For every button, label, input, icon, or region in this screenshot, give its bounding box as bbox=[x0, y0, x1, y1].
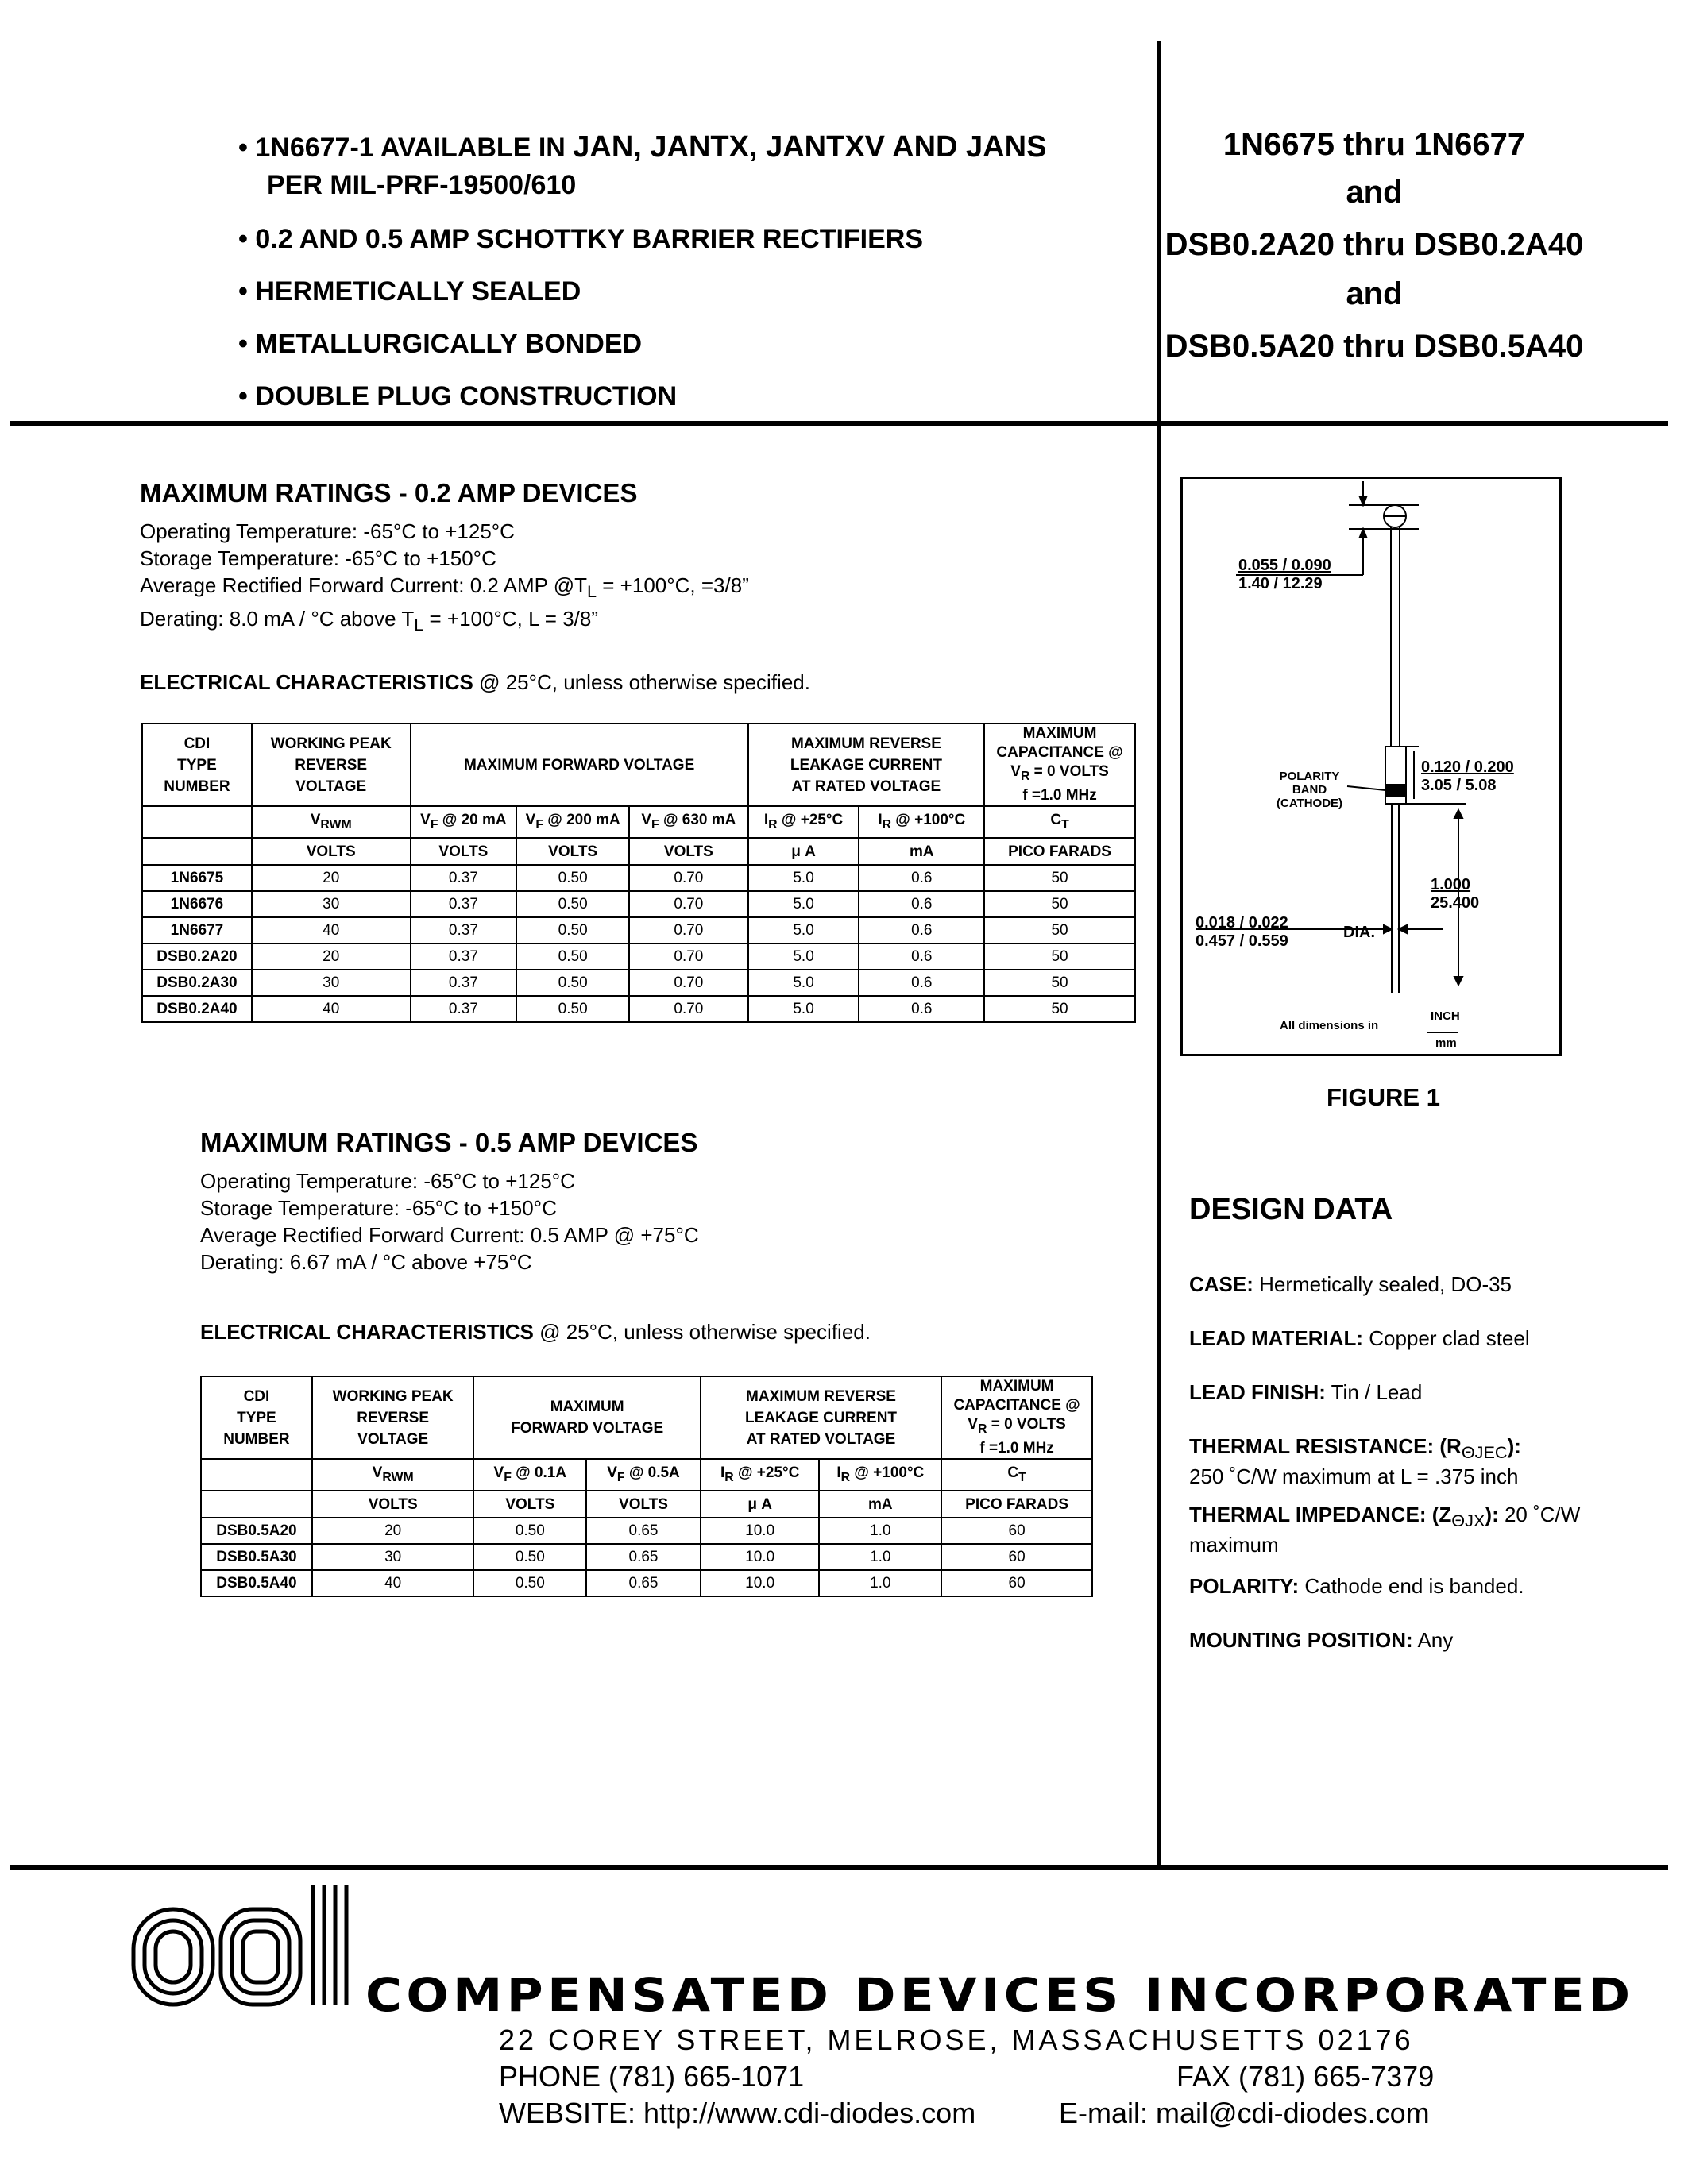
rating-line: Operating Temperature: -65°C to +125°C bbox=[140, 519, 515, 543]
feature-metallurgic bbox=[238, 329, 642, 360]
sym-blank bbox=[142, 806, 252, 838]
company-address: 22 COREY STREET, MELROSE, MASSACHUSETTS 02176 bbox=[499, 2024, 1414, 2056]
cell: 50 bbox=[984, 917, 1135, 943]
rating-line bbox=[140, 605, 749, 639]
cell: 5.0 bbox=[748, 970, 859, 996]
rating-line: Storage Temperature: -65°C to +150°C bbox=[200, 1196, 557, 1220]
cell-type: DSB0.5A40 bbox=[201, 1570, 312, 1596]
rating-text: Average Rectified Forward Current: 0.2 AMP @T bbox=[140, 573, 587, 597]
unit-mm: mm bbox=[1435, 1036, 1457, 1050]
sym-ir25: $I_R$ @ +25°C bbox=[701, 1459, 820, 1491]
table-row bbox=[142, 865, 1135, 891]
table-row bbox=[142, 943, 1135, 970]
ec-rest: @ 25°C, unless otherwise specified. bbox=[533, 1320, 871, 1344]
sym-vf1: $V_F$ @ 20 mA bbox=[411, 806, 517, 838]
col-head-type: CDI TYPE NUMBER bbox=[142, 723, 252, 806]
footer-rule bbox=[10, 1865, 1668, 1870]
rating-text: = +100°C, L = 3/8” bbox=[423, 607, 598, 631]
feature-text: PER MIL-PRF-19500/610 bbox=[267, 170, 577, 200]
title-line: DSB0.2A20 thru DSB0.2A40 bbox=[1165, 227, 1584, 262]
company-email[interactable]: E-mail: mail@cdi-diodes.com bbox=[1059, 2097, 1430, 2129]
company-phone: PHONE (781) 665-1071 bbox=[499, 2060, 805, 2093]
feature-text: • METALLURGICALLY BONDED bbox=[238, 329, 643, 359]
ec-bold: ELECTRICAL CHARACTERISTICS bbox=[200, 1320, 534, 1344]
unit-blank bbox=[201, 1491, 312, 1518]
table-row bbox=[142, 891, 1135, 917]
feature-text: • 0.2 AND 0.5 AMP SCHOTTKY BARRIER RECTIFIERS bbox=[238, 224, 924, 254]
cell: 10.0 bbox=[701, 1570, 820, 1596]
feature-hermetic bbox=[238, 276, 581, 307]
unit-inch: INCH bbox=[1431, 1009, 1460, 1023]
unit-cell: mA bbox=[819, 1491, 941, 1518]
design-lead-finish: LEAD FINISH: Tin / Lead bbox=[1189, 1380, 1423, 1404]
cell: 0.65 bbox=[586, 1544, 701, 1570]
dim-lead-length: 1.000 25.400 bbox=[1431, 876, 1480, 912]
sym-ct: $C_T$ bbox=[984, 806, 1135, 838]
design-case: CASE: Hermetically sealed, DO-35 bbox=[1189, 1272, 1512, 1296]
cell: 60 bbox=[941, 1570, 1092, 1596]
section1-heading: MAXIMUM RATINGS - 0.2 AMP DEVICES bbox=[140, 478, 638, 507]
unit-cell: VOLTS bbox=[473, 1491, 586, 1518]
feature-jan bbox=[238, 130, 1046, 164]
sym-ir100: $I_R$ @ +100°C bbox=[859, 806, 984, 838]
polarity-band-label: POLARITY BAND (CATHODE) bbox=[1277, 770, 1343, 810]
cell: 0.50 bbox=[473, 1544, 586, 1570]
rating-line: Operating Temperature: -65°C to +125°C bbox=[200, 1169, 575, 1193]
col-head-vrwm: WORKING PEAK REVERSE VOLTAGE bbox=[252, 723, 411, 806]
cell: 30 bbox=[252, 970, 411, 996]
cell: 60 bbox=[941, 1544, 1092, 1570]
cell: 20 bbox=[252, 943, 411, 970]
sym-ct: $C_T$ bbox=[941, 1459, 1092, 1491]
col-head-cap: MAXIMUM CAPACITANCE @ $V_R = 0$ VOLTS f =1.0 MHz bbox=[984, 723, 1135, 806]
cell: 0.50 bbox=[516, 943, 629, 970]
dim-lead-end: 0.055 / 0.090 1.40 / 12.29 bbox=[1238, 557, 1331, 592]
company-fax: FAX (781) 665-7379 bbox=[1176, 2060, 1435, 2093]
feature-schottky bbox=[238, 224, 923, 255]
rating-line bbox=[140, 572, 749, 605]
cell-type: 1N6676 bbox=[142, 891, 252, 917]
cell: 5.0 bbox=[748, 996, 859, 1022]
cell: 50 bbox=[984, 865, 1135, 891]
cell: 0.6 bbox=[859, 970, 984, 996]
figure-1 bbox=[1180, 477, 1562, 1056]
cell: 0.70 bbox=[629, 943, 748, 970]
cell: 20 bbox=[312, 1518, 474, 1544]
cell: 20 bbox=[252, 865, 411, 891]
cell: 1.0 bbox=[819, 1544, 941, 1570]
company-name: COMPENSATED DEVICES INCORPORATED bbox=[365, 1968, 1635, 2022]
table-row bbox=[142, 917, 1135, 943]
feature-emph: JAN, JANTX, JANTXV AND JANS bbox=[573, 130, 1047, 164]
cell-type: DSB0.2A30 bbox=[142, 970, 252, 996]
design-mounting: MOUNTING POSITION: Any bbox=[1189, 1628, 1454, 1652]
table-row bbox=[201, 1570, 1092, 1596]
sym-vf2: $V_F$ @ 0.5A bbox=[586, 1459, 701, 1491]
cell: 0.37 bbox=[411, 970, 517, 996]
design-thermal-impedance: THERMAL IMPEDANCE: $(Z_{\Theta JX})$: 20 ˚C/W maximum bbox=[1189, 1503, 1581, 1557]
table-02amp bbox=[141, 723, 1136, 1023]
cell: 0.6 bbox=[859, 891, 984, 917]
table-row bbox=[142, 970, 1135, 996]
cell: 0.65 bbox=[586, 1570, 701, 1596]
cell: 0.6 bbox=[859, 917, 984, 943]
sym-blank bbox=[201, 1459, 312, 1491]
cell: 0.6 bbox=[859, 865, 984, 891]
sym-vrwm: $V_{RWM}$ bbox=[312, 1459, 474, 1491]
cell: 0.70 bbox=[629, 996, 748, 1022]
col-head-cap: MAXIMUM CAPACITANCE @ $V_R = 0$ VOLTS f =1.0 MHz bbox=[941, 1376, 1092, 1459]
rating-line: Derating: 6.67 mA / °C above +75°C bbox=[200, 1250, 532, 1274]
dim-body: 0.120 / 0.200 3.05 / 5.08 bbox=[1421, 758, 1514, 794]
title-line: 1N6675 thru 1N6677 bbox=[1223, 127, 1526, 162]
rating-line: Storage Temperature: -65°C to +150°C bbox=[140, 546, 496, 570]
section2-ec-label bbox=[200, 1320, 871, 1345]
header-rule bbox=[10, 421, 1668, 426]
title-line: and bbox=[1346, 276, 1403, 311]
cell: 50 bbox=[984, 970, 1135, 996]
col-head-vrwm: WORKING PEAK REVERSE VOLTAGE bbox=[312, 1376, 474, 1459]
unit-cell: μ A bbox=[748, 838, 859, 865]
table-row bbox=[142, 996, 1135, 1022]
unit-cell: PICO FARADS bbox=[941, 1491, 1092, 1518]
cell-type: DSB0.5A30 bbox=[201, 1544, 312, 1570]
col-head-ir: MAXIMUM REVERSE LEAKAGE CURRENT AT RATED VOLTAGE bbox=[748, 723, 984, 806]
design-polarity: POLARITY: Cathode end is banded. bbox=[1189, 1574, 1524, 1598]
rating-line: Average Rectified Forward Current: 0.5 AMP @ +75°C bbox=[200, 1223, 699, 1247]
cell: 0.37 bbox=[411, 891, 517, 917]
table-05amp bbox=[200, 1376, 1093, 1597]
sym-vf2: $V_F$ @ 200 mA bbox=[516, 806, 629, 838]
cell: 0.50 bbox=[516, 865, 629, 891]
cell: 10.0 bbox=[701, 1518, 820, 1544]
sym-ir25: $I_R$ @ +25°C bbox=[748, 806, 859, 838]
title-line: and bbox=[1346, 175, 1403, 210]
cell: 0.50 bbox=[516, 996, 629, 1022]
cell: 1.0 bbox=[819, 1570, 941, 1596]
cell: 0.37 bbox=[411, 996, 517, 1022]
table-row bbox=[201, 1544, 1092, 1570]
subscript: L bbox=[414, 615, 424, 635]
cell: 0.6 bbox=[859, 943, 984, 970]
unit-cell: VOLTS bbox=[516, 838, 629, 865]
vertical-divider bbox=[1157, 41, 1161, 1870]
cell: 40 bbox=[312, 1570, 474, 1596]
col-head-vf: MAXIMUM FORWARD VOLTAGE bbox=[411, 723, 748, 806]
figure-caption: FIGURE 1 bbox=[1327, 1083, 1440, 1111]
cell: 0.50 bbox=[473, 1570, 586, 1596]
cell: 0.50 bbox=[516, 970, 629, 996]
cell: 0.70 bbox=[629, 865, 748, 891]
cell: 60 bbox=[941, 1518, 1092, 1544]
unit-cell: VOLTS bbox=[312, 1491, 474, 1518]
cell: 0.6 bbox=[859, 996, 984, 1022]
cell: 0.50 bbox=[516, 917, 629, 943]
unit-cell: VOLTS bbox=[629, 838, 748, 865]
unit-cell: VOLTS bbox=[252, 838, 411, 865]
cell: 50 bbox=[984, 943, 1135, 970]
title-line: DSB0.5A20 thru DSB0.5A40 bbox=[1165, 329, 1584, 364]
unit-blank bbox=[142, 838, 252, 865]
cell: 0.70 bbox=[629, 917, 748, 943]
rating-text: Derating: 8.0 mA / °C above T bbox=[140, 607, 415, 631]
ec-bold: ELECTRICAL CHARACTERISTICS bbox=[140, 670, 473, 694]
company-website[interactable]: WEBSITE: http://www.cdi-diodes.com bbox=[499, 2097, 976, 2129]
sym-vf3: $V_F$ @ 630 mA bbox=[629, 806, 748, 838]
unit-cell: mA bbox=[859, 838, 984, 865]
cell: 50 bbox=[984, 996, 1135, 1022]
dim-lead-dia: 0.018 / 0.022 0.457 / 0.559 bbox=[1196, 914, 1288, 950]
feature-mil bbox=[267, 170, 576, 201]
cell: 0.37 bbox=[411, 943, 517, 970]
cell: 0.70 bbox=[629, 970, 748, 996]
feature-text: • HERMETICALLY SEALED bbox=[238, 276, 581, 307]
design-lead-material: LEAD MATERIAL: Copper clad steel bbox=[1189, 1326, 1530, 1350]
cell: 30 bbox=[312, 1544, 474, 1570]
cdi-logo bbox=[127, 1877, 365, 2011]
cell-type: DSB0.2A20 bbox=[142, 943, 252, 970]
dia-label: DIA. bbox=[1343, 924, 1375, 941]
table-row bbox=[201, 1518, 1092, 1544]
section2-ratings bbox=[200, 1167, 699, 1275]
design-thermal-resistance: THERMAL RESISTANCE: $(R_{\Theta JEC})$: 250 ˚C/W maximum at L = .375 inch bbox=[1189, 1434, 1521, 1489]
cell: 40 bbox=[252, 996, 411, 1022]
sym-vf1: $V_F$ @ 0.1A bbox=[473, 1459, 586, 1491]
col-head-ir: MAXIMUM REVERSE LEAKAGE CURRENT AT RATED VOLTAGE bbox=[701, 1376, 941, 1459]
cell: 0.65 bbox=[586, 1518, 701, 1544]
unit-cell: VOLTS bbox=[411, 838, 517, 865]
feature-text: • DOUBLE PLUG CONSTRUCTION bbox=[238, 381, 678, 411]
rating-text: = +100°C, =3/8” bbox=[597, 573, 749, 597]
sym-ir100: $I_R$ @ +100°C bbox=[819, 1459, 941, 1491]
cell: 1.0 bbox=[819, 1518, 941, 1544]
ec-rest: @ 25°C, unless otherwise specified. bbox=[473, 670, 810, 694]
feature-text: • 1N6677-1 AVAILABLE IN bbox=[238, 133, 574, 163]
cell: 5.0 bbox=[748, 891, 859, 917]
sym-vrwm: $V_{RWM}$ bbox=[252, 806, 411, 838]
cell: 0.37 bbox=[411, 865, 517, 891]
feature-double-plug bbox=[238, 381, 677, 412]
design-data-heading: DESIGN DATA bbox=[1189, 1193, 1393, 1226]
subscript: L bbox=[587, 581, 597, 602]
unit-cell: VOLTS bbox=[586, 1491, 701, 1518]
cell-type: DSB0.2A40 bbox=[142, 996, 252, 1022]
cell-type: 1N6675 bbox=[142, 865, 252, 891]
cell: 30 bbox=[252, 891, 411, 917]
cell: 10.0 bbox=[701, 1544, 820, 1570]
section2-heading: MAXIMUM RATINGS - 0.5 AMP DEVICES bbox=[200, 1128, 698, 1157]
col-head-type: CDI TYPE NUMBER bbox=[201, 1376, 312, 1459]
cell: 0.50 bbox=[473, 1518, 586, 1544]
unit-cell: PICO FARADS bbox=[984, 838, 1135, 865]
cell: 50 bbox=[984, 891, 1135, 917]
dimensions-note: All dimensions in bbox=[1280, 1019, 1379, 1032]
section1-ratings bbox=[140, 518, 749, 639]
cell: 0.37 bbox=[411, 917, 517, 943]
cell: 5.0 bbox=[748, 865, 859, 891]
cell-type: 1N6677 bbox=[142, 917, 252, 943]
cell: 5.0 bbox=[748, 943, 859, 970]
cell: 40 bbox=[252, 917, 411, 943]
cell-type: DSB0.5A20 bbox=[201, 1518, 312, 1544]
cell: 0.70 bbox=[629, 891, 748, 917]
col-head-vf: MAXIMUM FORWARD VOLTAGE bbox=[473, 1376, 700, 1459]
cell: 5.0 bbox=[748, 917, 859, 943]
section1-ec-label bbox=[140, 670, 810, 695]
unit-cell: μ A bbox=[701, 1491, 820, 1518]
cell: 0.50 bbox=[516, 891, 629, 917]
